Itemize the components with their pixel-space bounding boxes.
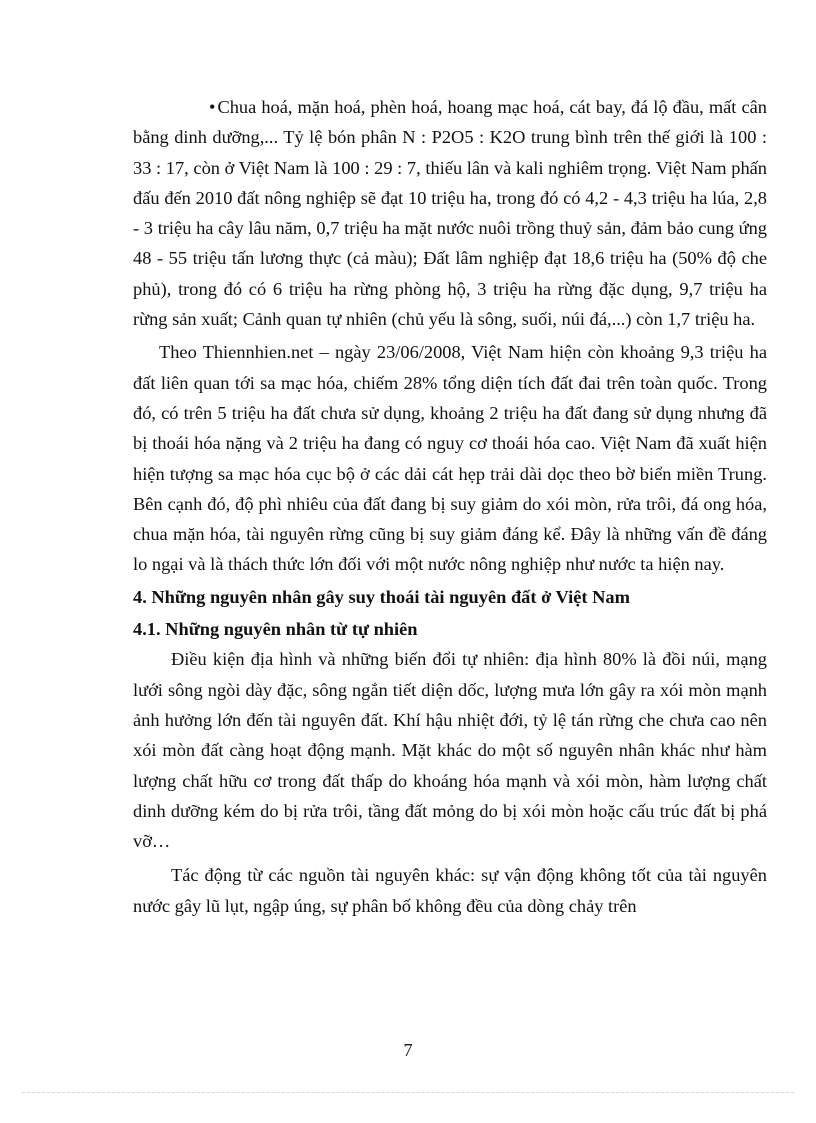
bullet-marker: •: [209, 97, 216, 117]
page-number: 7: [403, 1040, 413, 1060]
bullet-paragraph: [133, 92, 767, 334]
paragraph-natural-causes: Điều kiện địa hình và những biến đổi tự nhiên: địa hình 80% là đồi núi, mạng lưới sông ngòi dày đặc, sông ngắn tiết diện dốc, lượng mưa lớn gây ra xói mòn mạnh ảnh hưởng lớn đến tài nguyên đất. Khí hậu nhiệt đới, tỷ lệ tán rừng che chưa cao nên xói mòn đất càng hoạt động mạnh. Mặt khác do một số nguyên nhân khác như hàm lượng chất hữu cơ trong đất thấp do khoáng hóa mạnh và xói mòn, hàm lượng chất dinh dưỡng kém do bị rửa trôi, tầng đất mỏng do bị xói mòn hoặc cấu trúc đất bị phá vỡ…: [133, 649, 767, 852]
paragraph-other-resources: Tác động từ các nguồn tài nguyên khác: sự vận động không tốt của tài nguyên nước gây lũ lụt, ngập úng, sự phân bố không đều của dòng chảy trên: [133, 865, 767, 916]
bullet-paragraph-text: Chua hoá, mặn hoá, phèn hoá, hoang mạc hoá, cát bay, đá lộ đầu, mất cân bằng dinh dưỡng,... Tỷ lệ bón phân N : P2O5 : K2O trung bình trên thế giới là 100 : 33 : 17, còn ở Việt Nam là 100 : 29 : 7, thiếu lân và kali nghiêm trọng. Việt Nam phấn đấu đến 2010 đất nông nghiệp sẽ đạt 10 triệu ha, trong đó có 4,2 - 4,3 triệu ha lúa, 2,8 - 3 triệu ha cây lâu năm, 0,7 triệu ha mặt nước nuôi trồng thuỷ sản, đảm bảo cung ứng 48 - 55 triệu tấn lương thực (cả màu); Đất lâm nghiệp đạt 18,6 triệu ha (50% độ che phủ), trong đó có 6 triệu ha rừng phòng hộ, 3 triệu ha rừng đặc dụng, 9,7 triệu ha rừng sản xuất; Cảnh quan tự nhiên (chủ yếu là sông, suối, núi đá,...) còn 1,7 triệu ha.: [133, 97, 767, 330]
document-body: [133, 92, 767, 921]
section-heading: 4. Những nguyên nhân gây suy thoái tài nguyên đất ở Việt Nam: [133, 586, 630, 607]
subsection-heading: 4.1. Những nguyên nhân từ tự nhiên: [133, 619, 418, 640]
page-bottom-divider: [22, 1092, 794, 1093]
paragraph-desertification: Theo Thiennhien.net – ngày 23/06/2008, Việt Nam hiện còn khoảng 9,3 triệu ha đất liên quan tới sa mạc hóa, chiếm 28% tổng diện tích đất đai trên toàn quốc. Trong đó, có trên 5 triệu ha đất chưa sử dụng, khoảng 2 triệu ha đất đang sử dụng nhưng đã bị thoái hóa nặng và 2 triệu ha đang có nguy cơ thoái hóa cao. Việt Nam đã xuất hiện hiện tượng sa mạc hóa cục bộ ở các dải cát hẹp trải dài dọc theo bờ biển miền Trung. Bên cạnh đó, độ phì nhiêu của đất đang bị suy giảm do xói mòn, rửa trôi, đá ong hóa, chua mặn hóa, tài nguyên rừng cũng bị suy giảm đáng kể. Đây là những vấn đề đáng lo ngại và là thách thức lớn đối với một nước nông nghiệp như nước ta hiện nay.: [133, 342, 767, 575]
